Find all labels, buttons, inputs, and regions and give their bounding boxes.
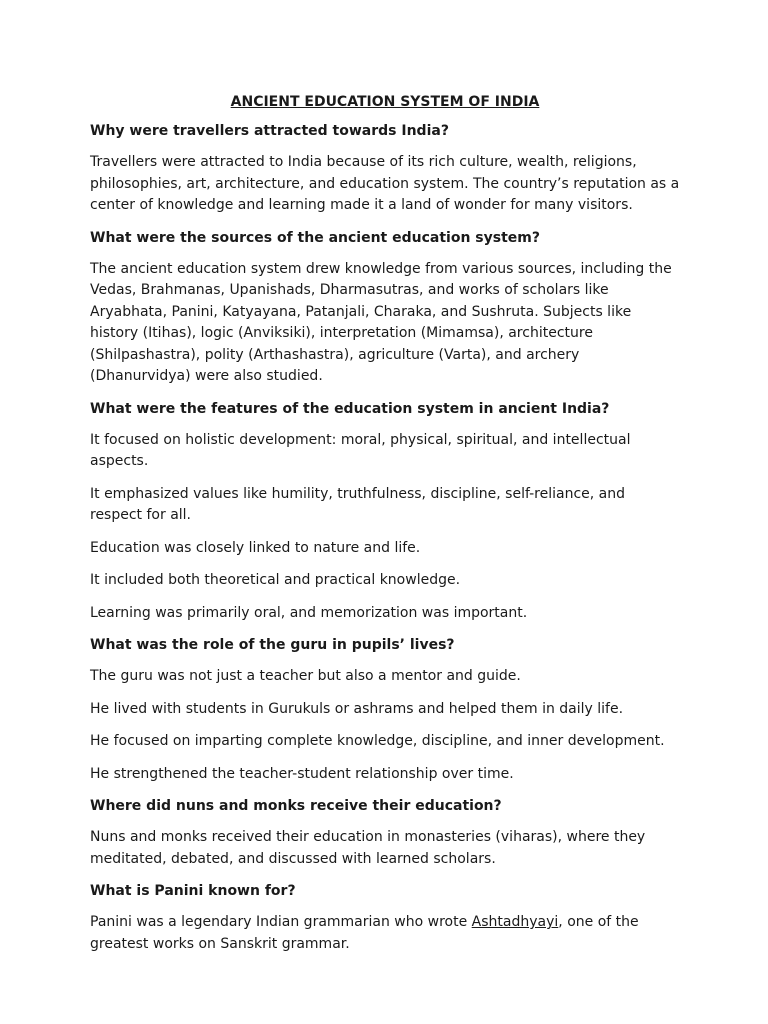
paragraph: He strengthened the teacher-student relationship over time. [90,765,514,782]
section-heading: What was the role of the guru in pupils’ lives? [90,637,455,653]
section-heading: What is Panini known for? [90,883,296,899]
section-heading: What were the features of the education system in ancient India? [90,400,610,417]
section-heading: Where did nuns and monks receive their education? [90,798,502,814]
paragraph: He focused on imparting complete knowledge, discipline, and inner development. [90,733,665,749]
paragraph: It focused on holistic development: moral, physical, spiritual, and intellectual aspects. [90,431,631,469]
ashtadhyayi-link[interactable]: Ashtadhyayi [471,914,559,930]
paragraph: It emphasized values like humility, truthfulness, discipline, self-reliance, and respect for all. [90,485,626,523]
paragraph: Learning was primarily oral, and memorization was important. [90,604,528,621]
paragraph-panini [90,912,680,955]
paragraph: It included both theoretical and practical knowledge. [90,572,461,588]
paragraph: The ancient education system drew knowledge from various sources, including the Vedas, Brahmanas, Upanishads, Dharmasutras, and works of scholars like Aryabhata, Panini, Katyayana, Patanjali, Charaka, and Sushruta. Subjects like history (Itihas), logic (Anviksiki), interpretation (Mimamsa), architecture (Shilpashastra), polity (Arthashastra), agriculture (Varta), and archery (Dhanurvidya) were also studied. [90,260,672,384]
paragraph: Travellers were attracted to India because of its rich culture, wealth, religions, philosophies, art, architecture, and education system. The country’s reputation as a center of knowledge and learning made it a land of wonder for many visitors. [90,154,680,213]
section-heading: Why were travellers attracted towards India? [90,123,449,139]
paragraph-text: , one of the greatest works on Sanskrit grammar. [90,914,639,952]
paragraph-text: Panini was a legendary Indian grammarian who wrote [90,914,472,930]
paragraph: The guru was not just a teacher but also a mentor and guide. [90,668,521,684]
section-heading: What were the sources of the ancient education system? [90,229,540,246]
paragraph: Nuns and monks received their education in monasteries (viharas), where they meditated, debated, and discussed with learned scholars. [90,829,646,867]
paragraph: Education was closely linked to nature and life. [90,539,421,556]
document-content [90,92,680,966]
paragraph: He lived with students in Gurukuls or ashrams and helped them in daily life. [90,700,624,717]
document-title: ANCIENT EDUCATION SYSTEM OF INDIA [230,94,540,110]
